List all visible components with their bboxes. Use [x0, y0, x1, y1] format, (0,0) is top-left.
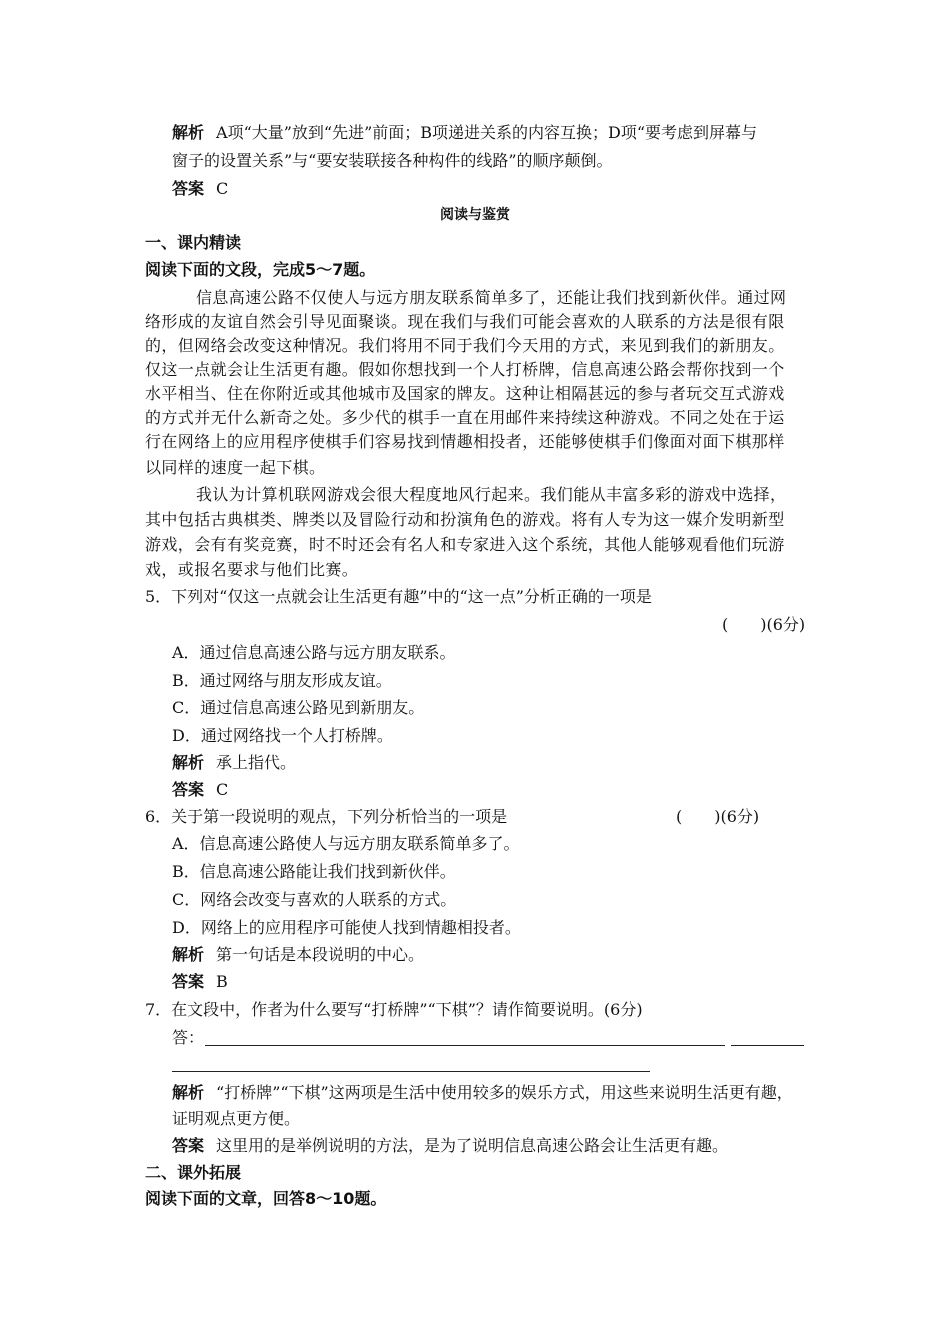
- answer-blank-line[interactable]: [731, 1045, 804, 1046]
- q7-stem: 7．在文段中，作者为什么要写“打桥牌”“下棋”？请作简要说明。(6分): [145, 1000, 643, 1019]
- passage-line: 游戏，会有有奖竞赛，时不时还会有名人和专家进入这个系统，其他人能够观看他们玩游: [145, 535, 785, 554]
- q5-option-a: A．通过信息高速公路与远方朋友联系。: [172, 643, 456, 662]
- q6-option-b: B．信息高速公路能让我们找到新伙伴。: [172, 862, 456, 881]
- passage-line: 以同样的速度一起下棋。: [145, 458, 326, 477]
- q5-answer-label: 答案: [172, 780, 205, 799]
- q5-analysis-label: 解析: [172, 753, 205, 772]
- q4-analysis-label: 解析: [172, 123, 205, 142]
- q5-answer: 答案 C: [172, 780, 229, 799]
- q6-option-c: C．网络会改变与喜欢的人联系的方式。: [172, 890, 457, 909]
- part2-heading: 二、课外拓展: [145, 1163, 242, 1182]
- q5-option-c: C．通过信息高速公路见到新朋友。: [172, 698, 425, 717]
- passage-line: 的，但网络会改变这种情况。我们将用不同于我们今天用的方式，来见到我们的新朋友。: [145, 336, 785, 355]
- part2-instruction: 阅读下面的文章，回答8～10题。: [145, 1189, 387, 1208]
- part1-heading: 一、课内精读: [145, 233, 242, 252]
- answer-blank-line[interactable]: [205, 1045, 725, 1046]
- q6-answer-label: 答案: [172, 972, 205, 991]
- passage-line: 我认为计算机联网游戏会很大程度地风行起来。我们能从丰富多彩的游戏中选择，: [196, 485, 787, 504]
- q6-option-d: D．网络上的应用程序可能使人找到情趣相投者。: [172, 918, 521, 937]
- section-title: 阅读与鉴赏: [440, 207, 510, 223]
- q7-answer-prompt: 答：: [172, 1028, 205, 1047]
- q7-analysis-line-1: 解析 “打桥牌”“下棋”这两项是生活中使用较多的娱乐方式，用这些来说明生活更有趣，: [172, 1083, 793, 1102]
- passage-line: 其中包括古典棋类、牌类以及冒险行动和扮演角色的游戏。将有人专为这一媒介发明新型: [145, 510, 785, 529]
- q4-answer-label: 答案: [172, 179, 205, 198]
- q5-option-d: D．通过网络找一个人打桥牌。: [172, 726, 393, 745]
- q5-analysis: 解析 承上指代。: [172, 753, 297, 772]
- passage-line: 的方式并无什么新奇之处。多少代的棋手一直在用邮件来持续这种游戏。不同之处在于运: [145, 408, 785, 427]
- passage-line: 水平相当、住在你附近或其他城市及国家的牌友。这种让相隔甚远的参与者玩交互式游戏: [145, 384, 785, 403]
- passage-line: 戏，或报名要求与他们比赛。: [145, 560, 359, 579]
- passage-line: 信息高速公路不仅使人与远方朋友联系简单多了，还能让我们找到新伙伴。通过网: [196, 288, 787, 307]
- q4-analysis-line-1: 解析 A项“大量”放到“先进”前面；B项递进关系的内容互换；D项“要考虑到屏幕与: [172, 123, 758, 142]
- answer-blank-line[interactable]: [172, 1071, 650, 1072]
- q5-stem: 5．下列对“仅这一点就会让生活更有趣”中的“这一点”分析正确的一项是: [145, 587, 652, 606]
- q5-option-b: B．通过网络与朋友形成友谊。: [172, 671, 392, 690]
- q6-analysis-label: 解析: [172, 945, 205, 964]
- q6-option-a: A．信息高速公路使人与远方朋友联系简单多了。: [172, 834, 520, 853]
- passage-line: 络形成的友谊自然会引导见面聚谈。现在我们与我们可能会喜欢的人联系的方法是很有限: [145, 312, 785, 331]
- q5-score: ( )(6分): [722, 615, 806, 634]
- q6-analysis: 解析 第一句话是本段说明的中心。: [172, 945, 425, 964]
- q6-answer: 答案 B: [172, 972, 228, 991]
- part1-instruction: 阅读下面的文段，完成5～7题。: [145, 260, 376, 279]
- passage-line: 行在网络上的应用程序使棋手们容易找到情趣相投者，还能够使棋手们像面对面下棋那样: [145, 432, 785, 451]
- q6-stem: 6．关于第一段说明的观点，下列分析恰当的一项是: [145, 807, 508, 826]
- q7-analysis-label: 解析: [172, 1083, 205, 1102]
- q4-answer: 答案 C: [172, 179, 229, 198]
- q7-answer-label: 答案: [172, 1136, 205, 1155]
- passage-line: 仅这一点就会让生活更有趣。假如你想找到一个人打桥牌，信息高速公路会帮你找到一个: [145, 360, 785, 379]
- q6-score: ( )(6分): [676, 807, 760, 826]
- q4-analysis-line-2: 窗子的设置关系”与“要安装联接各种构件的线路”的顺序颠倒。: [172, 151, 613, 170]
- q7-analysis-line-2: 证明观点更方便。: [172, 1109, 301, 1128]
- q7-answer: 答案 这里用的是举例说明的方法，是为了说明信息高速公路会让生活更有趣。: [172, 1136, 729, 1155]
